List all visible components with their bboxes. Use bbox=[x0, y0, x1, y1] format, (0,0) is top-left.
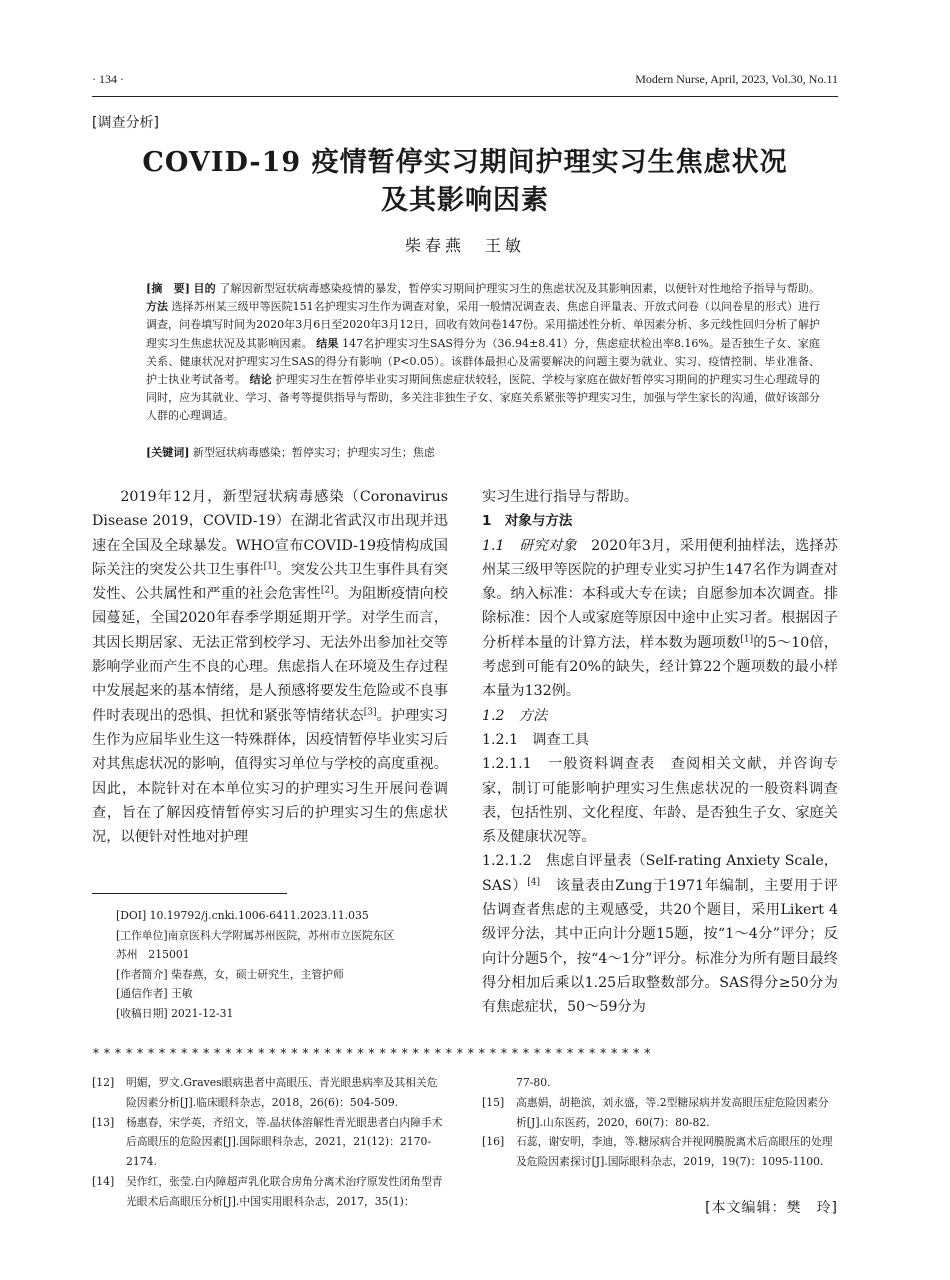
work-unit-city: 苏州 215001 bbox=[116, 948, 190, 962]
subsection-1-2-1-2: 1.2.1.2 焦虑自评量表（Self-rating Anxiety Scale，SAS）[4] 该量表由Zung于1971年编制，主要用于评估调查者焦虑的主观感受，共20个题目，采用Likert 4级评分法，其中正向计分题15题，按“1～4分”评分；反向计分题5个，按“4～1分”评分。标准分为所有题目最终得分相加后乘以1.25后取整数部分。SAS得分≥50分为有焦虑症状，50～59分为 bbox=[482, 853, 838, 1016]
subsection-1-2: 1.2 方法 bbox=[482, 707, 548, 724]
continued-text: 实习生进行指导与帮助。 bbox=[482, 489, 639, 505]
reference-item: [13] 杨惠春，宋学英，齐绍文，等.晶状体溶解性青光眼患者白内障手术后高眼压的危险因素[J].国际眼科杂志，2021，21(12)：2170-2174. bbox=[92, 1115, 443, 1169]
result-label: 结果 bbox=[316, 336, 339, 350]
body-right-column bbox=[482, 485, 838, 1020]
reference-item: [12] 明媚，罗文.Graves眼病患者中高眼压、青光眼患病率及其相关危险因素分析[J].临床眼科杂志，2018，26(6)：504-509. bbox=[92, 1076, 438, 1109]
received-date: [收稿日期] 2021-12-31 bbox=[116, 1006, 234, 1020]
citation: [4] bbox=[527, 877, 541, 888]
article-title-line1: COVID-19 疫情暂停实习期间护理实习生焦虑状况 bbox=[142, 147, 788, 178]
article-title-line2: 及其影响因素 bbox=[381, 185, 549, 216]
conclusion-label: 结论 bbox=[249, 373, 272, 387]
abstract-label: [摘 要] bbox=[146, 282, 190, 295]
work-unit: [工作单位]南京医科大学附属苏州医院，苏州市立医院东区 bbox=[116, 928, 395, 942]
subsection-1-2-1: 1.2.1 调查工具 bbox=[482, 731, 590, 748]
subsection-1-2-1-1: 1.2.1.1 一般资料调查表 查阅相关文献，并咨询专家，制订可能影响护理实习生焦虑状况的一般资料调查表，包括性别、文化程度、年龄、是否独生子女、家庭关系及健康状况等。 bbox=[482, 756, 838, 846]
objective-text: 了解因新型冠状病毒感染疫情的暴发，暂停实习期间护理实习生的焦虑状况及其影响因素，以便针对性地给予指导与帮助。 bbox=[219, 282, 820, 295]
section-heading: 1 对象与方法 bbox=[482, 513, 573, 530]
reference-item: 77-80. bbox=[516, 1076, 551, 1089]
journal-header: Modern Nurse, April, 2023, Vol.30, No.11 bbox=[635, 72, 838, 86]
footnote-rule bbox=[92, 893, 287, 894]
authors: 柴春燕 王敏 bbox=[404, 236, 525, 255]
section-separator: ∗∗∗∗∗∗∗∗∗∗∗∗∗∗∗∗∗∗∗∗∗∗∗∗∗∗∗∗∗∗∗∗∗∗∗∗∗∗∗∗∗∗∗∗∗∗∗∗∗∗∗ bbox=[92, 1044, 655, 1059]
section-tag: [调查分析] bbox=[92, 115, 159, 131]
doi: [DOI] 10.19792/j.cnki.1006-6411.2023.11.035 bbox=[116, 909, 369, 922]
keywords-label: [关键词] bbox=[146, 446, 190, 459]
conclusion-text: 护理实习生在暂停毕业实习期间焦虑症状较轻，医院、学校与家庭在做好暂停实习期间的护理实习生心理疏导的同时，应为其就业、学习、备考等提供指导与帮助，多关注非独生子女、家庭关系紧张等护理实习生，加强与学生家长的沟通，做好该部分人群的心理调适。 bbox=[146, 373, 821, 423]
references-right bbox=[482, 1073, 838, 1172]
keywords bbox=[146, 444, 820, 460]
reference-item: [16] 石蕊，谢安明，李迪，等.糖尿病合并视网膜脱离术后高眼压的处理及危险因素探讨[J].国际眼科杂志，2019，19(7)：1095-1100. bbox=[482, 1135, 833, 1169]
result-text: 147名护理实习生SAS得分为（36.94±8.41）分，焦虑症状检出率8.16%。是否独生子女、家庭关系、健康状况对护理实习生SAS的得分有影响（P<0.05）。该群体最担心及需要解决的问题主要为就业、实习、疫情控制、毕业准备、护士执业考试备考。 bbox=[146, 336, 821, 387]
subsection-1-1: 1.1 研究对象 2020年3月，采用便利抽样法，选择苏州某三级甲等医院的护理专业实习护生147名作为调查对象。纳入标准：本科或大专在读；自愿参加本次调查。排除标准：因个人或家庭等原因中途中止实习者。根据因子分析样本量的计算方法，样本数为题项数[1]的5～10倍，考虑到可能有20%的缺失，经计算22个题项数的最小样本量为132例。 bbox=[482, 537, 838, 700]
corresponding-author: [通信作者] 王敏 bbox=[116, 987, 193, 1001]
abstract bbox=[146, 280, 820, 426]
citation: [3] bbox=[363, 706, 377, 717]
editor-note: [本文编辑：樊 玲] bbox=[705, 1200, 838, 1216]
keywords-text: 新型冠状病毒感染；暂停实习；护理实习生；焦虑 bbox=[192, 446, 435, 459]
reference-item: [15] 高惠娟，胡艳滨，刘永盛，等.2型糖尿病并发高眼压症危险因素分析[J].山东医药，2020，60(7)：80-82. bbox=[482, 1095, 829, 1129]
method-text: 选择苏州某三级甲等医院151名护理实习生作为调查对象，采用一般情况调查表、焦虑自评量表、开放式问卷（以问卷星的形式）进行调查，问卷填写时间为2020年3月6日至2020年3月12日，回收有效问卷147份。采用描述性分析、单因素分析、多元线性回归分析了解护理实习生焦虑状况及其影响因素。 bbox=[146, 300, 821, 350]
reference-item: [14] 吴作红，张莹.白内障超声乳化联合房角分离术治疗原发性闭角型青光眼术后高眼压分析[J].中国实用眼科杂志，2017，35(1)： bbox=[92, 1174, 443, 1208]
body-left-column bbox=[92, 485, 448, 849]
author-bio: [作者简介] 柴春燕，女，硕士研究生，主管护师 bbox=[116, 967, 344, 981]
citation: [1] bbox=[740, 634, 754, 645]
method-label: 方法 bbox=[146, 300, 169, 314]
citation: [2] bbox=[320, 585, 334, 596]
header-rule bbox=[92, 96, 838, 97]
objective-label: 目的 bbox=[193, 282, 216, 295]
intro-paragraph: 2019年12月，新型冠状病毒感染（Coronavirus Disease 2019，COVID-19）在湖北省武汉市出现并迅速在全国及全球暴发。WHO宣布COVID-19疫情构成国际关注的突发公共卫生事件[1]。突发公共卫生事件具有突发性、公共属性和严重的社会危害性[2]。为阻断疫情向校园蔓延，全国2020年春季学期延期开学。对学生而言，其因长期居家、无法正常到校学习、无法外出参加社交等影响学业而产生不良的心理。焦虑指人在环境及生存过程中发展起来的基本情绪，是人预感将要发生危险或不良事件时表现出的恐惧、担忧和紧张等情绪状态[3]。护理实习生作为应届毕业生这一特殊群体，因疫情暂停毕业实习后对其焦虑状况的影响，值得实习单位与学校的高度重视。因此，本院针对在本单位实习的护理实习生开展问卷调查，旨在了解因疫情暂停实习后的护理实习生的焦虑状况，以便针对性地对护理 bbox=[92, 489, 448, 846]
footnotes bbox=[116, 906, 446, 1024]
citation: [1] bbox=[263, 561, 277, 572]
page-number: · 134 · bbox=[92, 72, 124, 86]
references-left bbox=[92, 1073, 448, 1212]
